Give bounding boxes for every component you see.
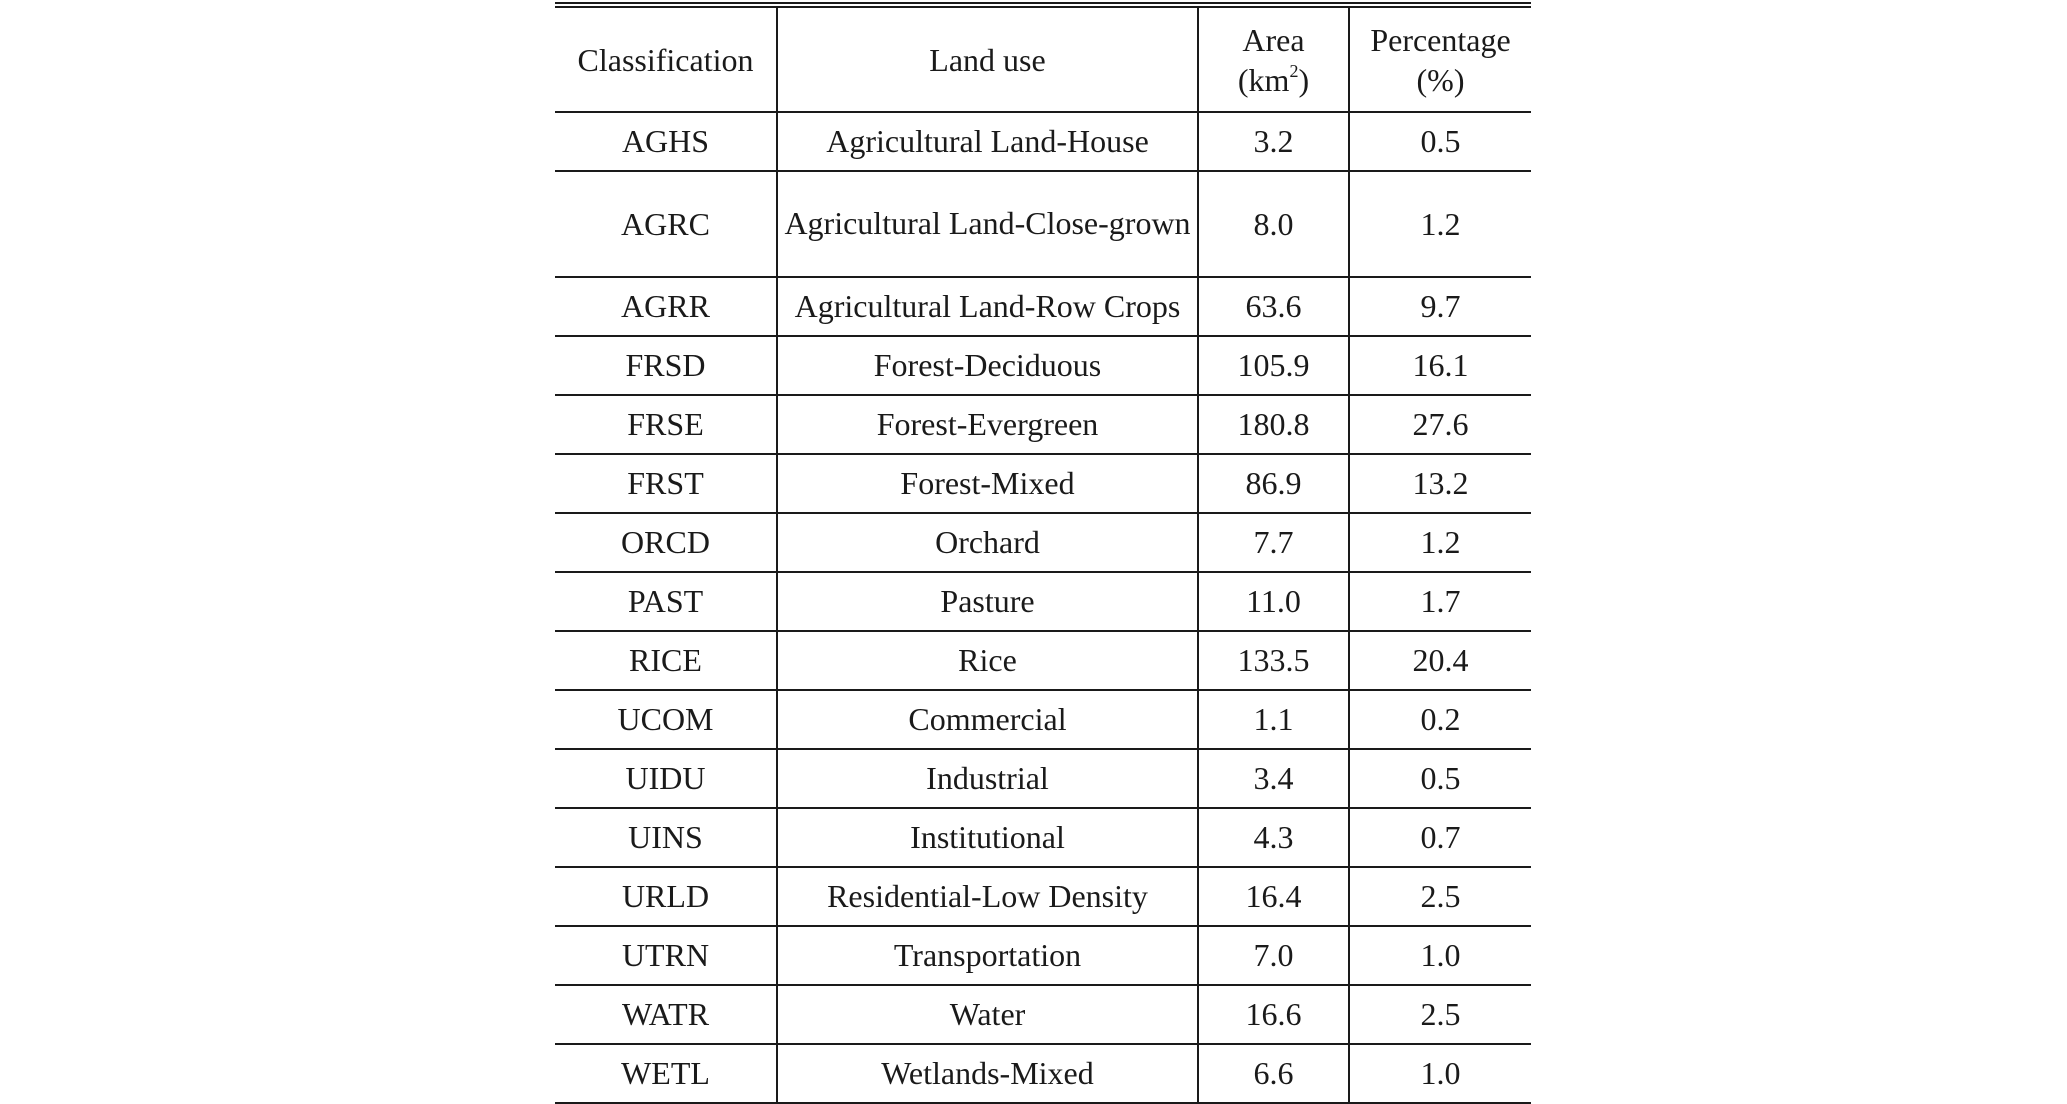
header-row: [555, 5, 1531, 112]
header-percentage: [1349, 5, 1531, 112]
cell-area: 16.6: [1198, 985, 1349, 1044]
cell-code: UINS: [555, 808, 777, 867]
cell-land-use: Rice: [777, 631, 1198, 690]
header-classification: Classification: [555, 5, 777, 112]
cell-land-use: Residential-Low Density: [777, 867, 1198, 926]
table-row: [555, 926, 1531, 985]
cell-area: 7.0: [1198, 926, 1349, 985]
cell-code: ORCD: [555, 513, 777, 572]
cell-land-use: Forest-Deciduous: [777, 336, 1198, 395]
cell-percentage: 0.7: [1349, 808, 1531, 867]
land-use-table: [555, 2, 1531, 1104]
table-row: [555, 749, 1531, 808]
cell-area: 86.9: [1198, 454, 1349, 513]
cell-percentage: 0.5: [1349, 749, 1531, 808]
table-body: [555, 112, 1531, 1103]
table-row: [555, 631, 1531, 690]
table-row: [555, 395, 1531, 454]
table-row: [555, 513, 1531, 572]
cell-percentage: 20.4: [1349, 631, 1531, 690]
cell-percentage: 1.2: [1349, 171, 1531, 277]
cell-percentage: 9.7: [1349, 277, 1531, 336]
cell-land-use: Water: [777, 985, 1198, 1044]
cell-land-use: Wetlands-Mixed: [777, 1044, 1198, 1103]
cell-percentage: 2.5: [1349, 867, 1531, 926]
table-row: [555, 277, 1531, 336]
cell-code: WATR: [555, 985, 777, 1044]
cell-area: 133.5: [1198, 631, 1349, 690]
table-row: [555, 171, 1531, 277]
cell-land-use: Forest-Mixed: [777, 454, 1198, 513]
cell-percentage: 16.1: [1349, 336, 1531, 395]
cell-code: FRST: [555, 454, 777, 513]
cell-percentage: 1.0: [1349, 1044, 1531, 1103]
cell-code: URLD: [555, 867, 777, 926]
cell-land-use: Transportation: [777, 926, 1198, 985]
cell-percentage: 2.5: [1349, 985, 1531, 1044]
cell-percentage: 27.6: [1349, 395, 1531, 454]
header-area-unit: $(km^2)$: [1237, 60, 1310, 98]
cell-area: 8.0: [1198, 171, 1349, 277]
cell-land-use: Orchard: [777, 513, 1198, 572]
cell-land-use: Agricultural Land-Row Crops: [777, 277, 1198, 336]
table-row: [555, 690, 1531, 749]
header-area: [1198, 5, 1349, 112]
header-percentage-label: Percentage: [1370, 21, 1511, 58]
cell-code: RICE: [555, 631, 777, 690]
table-row: [555, 454, 1531, 513]
table-row: [555, 808, 1531, 867]
cell-area: 11.0: [1198, 572, 1349, 631]
cell-code: AGRC: [555, 171, 777, 277]
table-row: [555, 867, 1531, 926]
cell-area: 3.4: [1198, 749, 1349, 808]
cell-land-use: Agricultural Land-House: [777, 112, 1198, 171]
cell-code: FRSE: [555, 395, 777, 454]
cell-percentage: 0.5: [1349, 112, 1531, 171]
cell-area: 16.4: [1198, 867, 1349, 926]
cell-land-use: Pasture: [777, 572, 1198, 631]
table-row: [555, 985, 1531, 1044]
cell-code: UCOM: [555, 690, 777, 749]
cell-land-use: Commercial: [777, 690, 1198, 749]
cell-percentage: 1.7: [1349, 572, 1531, 631]
header-percentage-unit: (%): [1416, 61, 1465, 98]
cell-area: 6.6: [1198, 1044, 1349, 1103]
table-row: [555, 336, 1531, 395]
table-row: [555, 572, 1531, 631]
header-area-label: Area: [1242, 21, 1305, 58]
cell-land-use: Forest-Evergreen: [777, 395, 1198, 454]
cell-area: 4.3: [1198, 808, 1349, 867]
cell-code: PAST: [555, 572, 777, 631]
cell-area: 180.8: [1198, 395, 1349, 454]
cell-land-use: Industrial: [777, 749, 1198, 808]
cell-code: UTRN: [555, 926, 777, 985]
cell-area: 1.1: [1198, 690, 1349, 749]
cell-land-use: Agricultural Land-Close-grown: [777, 171, 1198, 277]
table-row: [555, 1044, 1531, 1103]
header-land-use: Land use: [777, 5, 1198, 112]
cell-code: AGRR: [555, 277, 777, 336]
cell-code: AGHS: [555, 112, 777, 171]
cell-code: UIDU: [555, 749, 777, 808]
cell-percentage: 13.2: [1349, 454, 1531, 513]
cell-code: FRSD: [555, 336, 777, 395]
cell-area: 7.7: [1198, 513, 1349, 572]
cell-land-use: Institutional: [777, 808, 1198, 867]
cell-area: 63.6: [1198, 277, 1349, 336]
cell-area: 3.2: [1198, 112, 1349, 171]
table-header: [555, 5, 1531, 112]
cell-percentage: 1.2: [1349, 513, 1531, 572]
cell-percentage: 0.2: [1349, 690, 1531, 749]
cell-percentage: 1.0: [1349, 926, 1531, 985]
cell-code: WETL: [555, 1044, 777, 1103]
table-row: [555, 112, 1531, 171]
cell-area: 105.9: [1198, 336, 1349, 395]
